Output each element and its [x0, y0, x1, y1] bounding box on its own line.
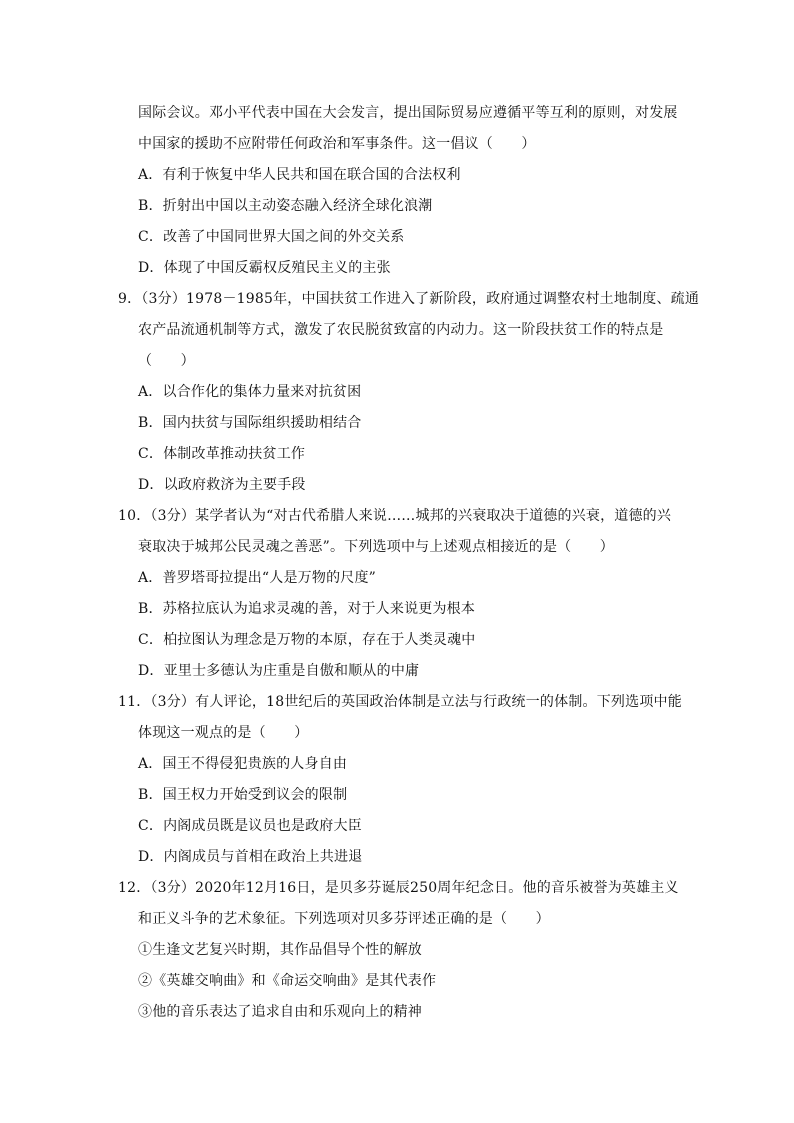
- q8-text-line-1: 国际会议。邓小平代表中国在大会发言，提出国际贸易应遵循平等互利的原则，对发展: [138, 105, 678, 121]
- q10-option-a[interactable]: A．普罗塔哥拉提出“人是万物的尺度”: [138, 570, 377, 586]
- q8-option-a[interactable]: A．有利于恢复中华人民共和国在联合国的合法权利: [138, 167, 461, 183]
- q12-statement-1: ①生逢文艺复兴时期，其作品倡导个性的解放: [138, 942, 422, 958]
- q8-option-d[interactable]: D．体现了中国反霸权反殖民主义的主张: [138, 260, 391, 276]
- q11-stem-line-1: 11．（3分）有人评论，18世纪后的英国政治体制是立法与行政统一的体制。下列选项中能: [118, 694, 682, 710]
- q10-stem-line-1: 10．（3分）某学者认为“对古代希腊人来说……城邦的兴衰取决于道德的兴衰，道德的兴: [118, 508, 672, 524]
- q10-option-d[interactable]: D．亚里士多德认为庄重是自傲和顺从的中庸: [138, 663, 420, 679]
- q11-option-d[interactable]: D．内阁成员与首相在政治上共进退: [138, 849, 363, 865]
- q11-option-c[interactable]: C．内阁成员既是议员也是政府大臣: [138, 818, 362, 834]
- q11-option-a[interactable]: A．国王不得侵犯贵族的人身自由: [138, 756, 348, 772]
- q8-option-b[interactable]: B．折射出中国以主动姿态融入经济全球化浪潮: [138, 198, 433, 214]
- q11-option-b[interactable]: B．国王权力开始受到议会的限制: [138, 787, 348, 803]
- q9-option-c[interactable]: C．体制改革推动扶贫工作: [138, 446, 306, 462]
- q9-stem-line-3: （ ）: [138, 353, 195, 369]
- q11-stem-line-2: 体现这一观点的是（ ）: [138, 725, 309, 741]
- q12-statement-2: ②《英雄交响曲》和《命运交响曲》是其代表作: [138, 973, 437, 989]
- q9-option-d[interactable]: D．以政府救济为主要手段: [138, 477, 306, 493]
- q8-text-line-2: 中国家的援助不应附带任何政治和军事条件。这一倡议（ ）: [138, 136, 536, 152]
- q9-stem-line-1: 9．（3分）1978－1985年，中国扶贫工作进入了新阶段，政府通过调整农村土地制度、疏通: [118, 291, 700, 307]
- q12-statement-3: ③他的音乐表达了追求自由和乐观向上的精神: [138, 1004, 422, 1020]
- q9-stem-line-2: 农产品流通机制等方式，激发了农民脱贫致富的内动力。这一阶段扶贫工作的特点是: [138, 322, 664, 338]
- q10-option-b[interactable]: B．苏格拉底认为追求灵魂的善，对于人来说更为根本: [138, 601, 476, 617]
- q12-stem-line-1: 12．（3分）2020年12月16日，是贝多芬诞辰250周年纪念日。他的音乐被誉为英雄主义: [118, 880, 679, 896]
- q10-stem-line-2: 衰取决于城邦公民灵魂之善恶”。下列选项中与上述观点相接近的是（ ）: [138, 539, 614, 555]
- q12-stem-line-2: 和正义斗争的艺术象征。下列选项对贝多芬评述正确的是（ ）: [138, 911, 550, 927]
- q9-option-b[interactable]: B．国内扶贫与国际组织援助相结合: [138, 415, 362, 431]
- q8-option-c[interactable]: C．改善了中国同世界大国之间的外交关系: [138, 229, 405, 245]
- q9-option-a[interactable]: A．以合作化的集体力量来对抗贫困: [138, 384, 362, 400]
- q10-option-c[interactable]: C．柏拉图认为理念是万物的本原，存在于人类灵魂中: [138, 632, 476, 648]
